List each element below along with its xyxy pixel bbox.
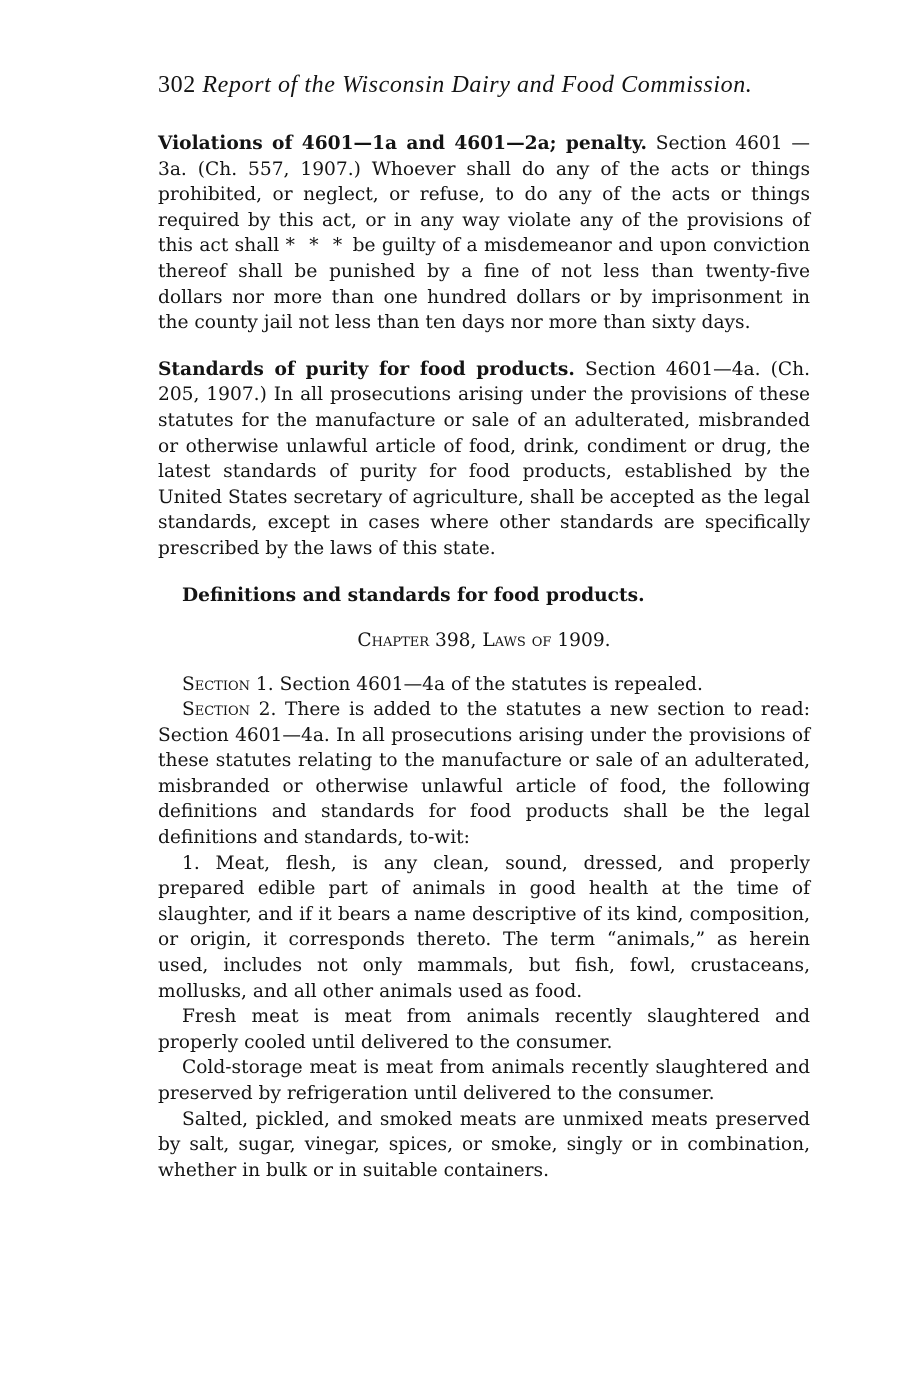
statute-section-1 <box>158 672 810 698</box>
paragraph <box>158 357 810 562</box>
chapter-title <box>158 628 810 654</box>
definition-cold-storage-meat: Cold-storage meat is meat from animals recently slaughtered and preserved by refrigeration until delivered to the consumer. <box>158 1057 810 1104</box>
section-violations <box>158 131 810 336</box>
running-title: Report of the Wisconsin Dairy and Food Commission. <box>202 72 753 98</box>
paragraph-text: Section 4601 —3a. (Ch. 557, 1907.) Whoever shall do any of the acts or things prohibited, or neglect, or refuse, to do any of the acts or things required by this act, or in any way violate any of the provisions of this act shall <box>158 133 810 257</box>
paragraph-text: There is added to the statutes a new section to read: Section 4601—4a. In all prosecutions arising under the provisions of these statutes relating to the manufacture or sale of an adulterated, misbranded or otherwise unlawful article of food, the following definitions and standards for food products shall be the legal definitions and standards, to-wit: <box>158 699 810 849</box>
section-standards-of-purity <box>158 357 810 562</box>
statute-section-2 <box>158 697 810 851</box>
section-label: Section 2. <box>182 699 277 721</box>
running-header <box>158 72 810 99</box>
paragraph <box>158 131 810 336</box>
definition-fresh-meat: Fresh meat is meat from animals recently slaughtered and properly cooled until delivered to the consumer. <box>158 1006 810 1053</box>
section-heading: Violations of 4601—1a and 4601—2a; penalty. <box>158 133 648 154</box>
paragraph-text: be guilty of a misdemeanor and upon conviction thereof shall be punished by a fine of not less than twenty-five dollars nor more than one hundred dollars or by imprisonment in the county jail not less than ten days nor more than sixty days. <box>158 235 810 334</box>
page-number: 302 <box>158 72 196 98</box>
chapter-year: 1909. <box>557 629 611 651</box>
ellipsis-stars: * * * <box>285 235 347 257</box>
chapter-label: Chapter <box>357 629 430 651</box>
section-label: Section 1. <box>182 673 274 695</box>
paragraph-text: Section 4601—4a. (Ch. 205, 1907.) In all prosecutions arising under the provisions of these statutes for the manufacture or sale of an adulterated, misbranded or otherwise unlawful article of food, drink, condiment or drug, the latest standards of purity for food products, established by the United States secretary of agriculture, shall be accepted as the legal standards, except in cases where other standards are specifically prescribed by the laws of this state. <box>158 358 811 559</box>
paragraph-text: Section 4601—4a of the statutes is repealed. <box>279 673 703 695</box>
definitions-heading: Definitions and standards for food products. <box>182 584 645 606</box>
section-heading: Standards of purity for food products. <box>158 358 575 380</box>
page-content <box>158 72 810 1183</box>
chapter-number: 398, <box>435 629 477 651</box>
laws-label: Laws of <box>482 629 552 651</box>
definition-salted-meats: Salted, pickled, and smoked meats are unmixed meats preserved by salt, sugar, vinegar, spices, or smoke, singly or in combination, whether in bulk or in suitable containers. <box>158 1108 810 1181</box>
definition-item-meat: 1. Meat, flesh, is any clean, sound, dressed, and properly prepared edible part of animals in good health at the time of slaughter, and if it bears a name descriptive of its kind, composition, or origin, it corresponds thereto. The term “animals,” as herein used, includes not only mammals, but fish, fowl, crustaceans, mollusks, and all other animals used as food. <box>158 852 810 1002</box>
